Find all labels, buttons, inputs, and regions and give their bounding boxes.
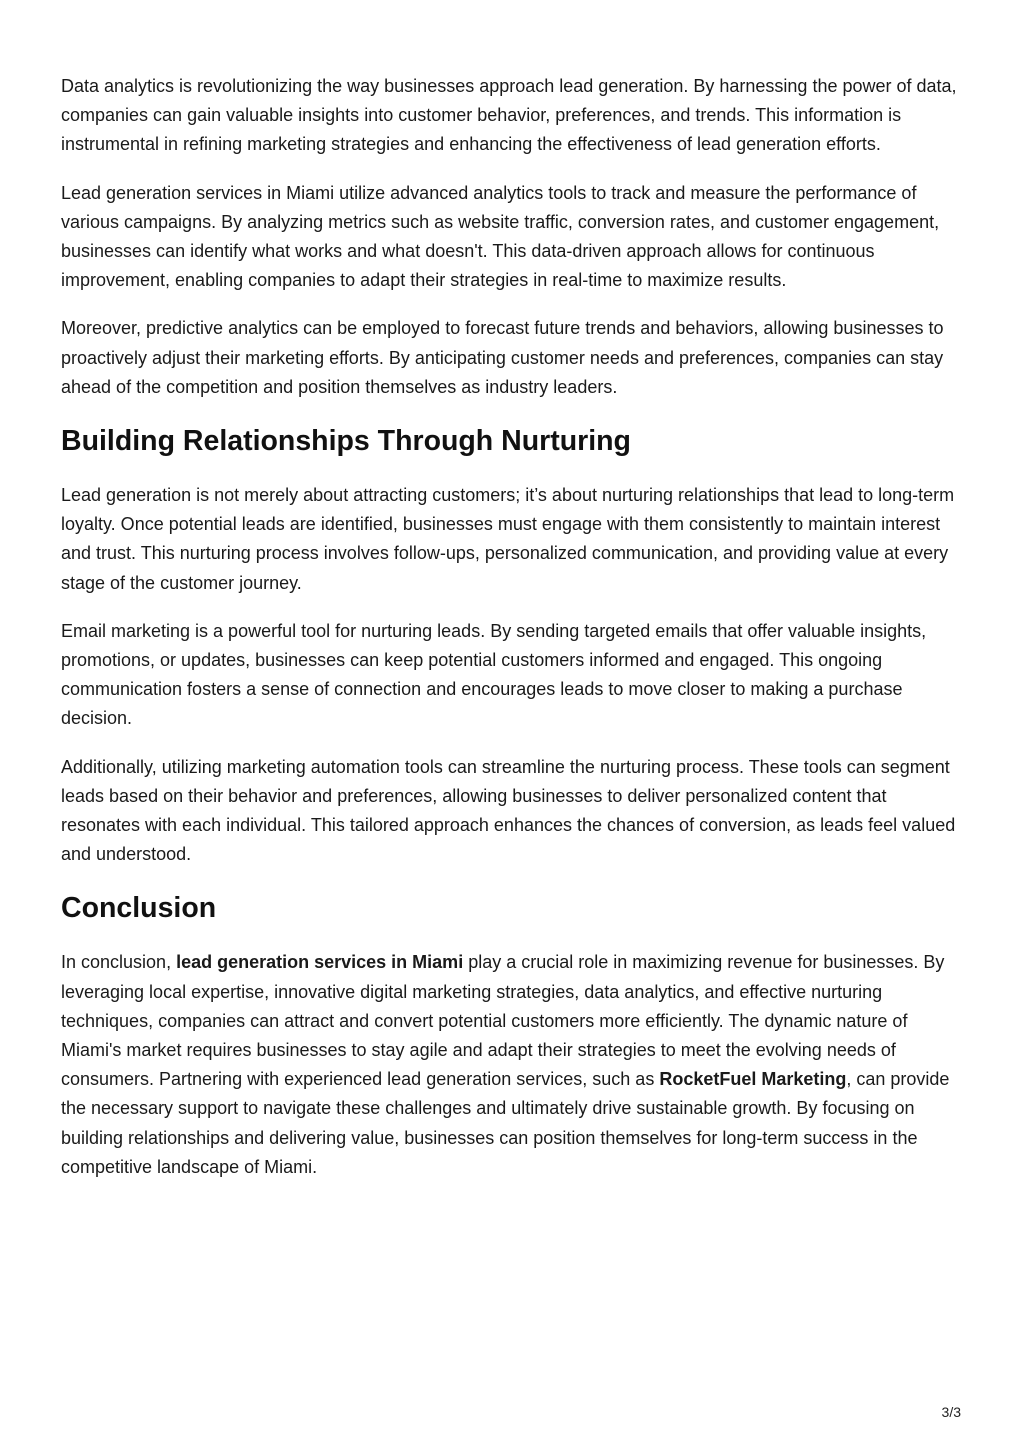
paragraph-predictive-analytics: Moreover, predictive analytics can be employed to forecast future trends and behaviors, allowing businesses to proactively adjust their marketing efforts. By anticipating customer needs and preferences, companies can stay ahead of the competition and position themselves as industry leaders.: [61, 318, 944, 397]
paragraph-marketing-automation: Additionally, utilizing marketing automation tools can streamline the nurturing process. These tools can segment leads based on their behavior and preferences, allowing businesses to deliver personalized content that resonates with each individual. This tailored approach enhances the chances of conversion, as leads feel valued and understood.: [61, 756, 956, 865]
paragraph-conclusion: [61, 948, 963, 1182]
heading-nurturing: Building Relationships Through Nurturing: [61, 425, 631, 458]
document-page: [61, 72, 963, 1201]
paragraph-analytics-tools: Lead generation services in Miami utilize advanced analytics tools to track and measure the performance of various campaigns. By analyzing metrics such as website traffic, conversion rates, and customer engagement, businesses can identify what works and what doesn't. This data-driven approach allows for continuous improvement, enabling companies to adapt their strategies in real-time to maximize results.: [61, 182, 940, 291]
paragraph-email-marketing: Email marketing is a powerful tool for nurturing leads. By sending targeted emails that offer valuable insights, promotions, or updates, businesses can keep potential customers informed and engaged. This ongoing communication fosters a sense of connection and encourages leads to move closer to making a purchase decision.: [61, 620, 927, 729]
conclusion-bold-rocketfuel: RocketFuel Marketing: [659, 1069, 847, 1090]
heading-conclusion: Conclusion: [61, 892, 217, 925]
page-number: 3/3: [941, 1404, 961, 1420]
paragraph-data-analytics: Data analytics is revolutionizing the way businesses approach lead generation. By harnessing the power of data, companies can gain valuable insights into customer behavior, preferences, and trends. This information is instrumental in refining marketing strategies and enhancing the effectiveness of lead generation efforts.: [61, 76, 957, 155]
conclusion-bold-lead-generation: lead generation services in Miami: [176, 952, 464, 973]
conclusion-text-end: , can provide the necessary support to navigate these challenges and ultimately drive sustainable growth. By focusing on building relationships and delivering value, businesses can position themselves for long-term success in the competitive landscape of Miami.: [61, 1069, 950, 1177]
conclusion-text-intro: In conclusion,: [61, 952, 177, 973]
paragraph-nurturing-intro: Lead generation is not merely about attracting customers; it’s about nurturing relationships that lead to long-term loyalty. Once potential leads are identified, businesses must engage with them consistently to maintain interest and trust. This nurturing process involves follow-ups, personalized communication, and providing value at every stage of the customer journey.: [61, 485, 955, 593]
conclusion-text-middle: play a crucial role in maximizing revenue for businesses. By leveraging local expertise, innovative digital marketing strategies, data analytics, and effective nurturing techniques, companies can attract and convert potential customers more efficiently. The dynamic nature of Miami's market requires businesses to stay agile and adapt their strategies to meet the evolving needs of consumers. Partnering with experienced lead generation services, such as: [61, 952, 945, 1090]
